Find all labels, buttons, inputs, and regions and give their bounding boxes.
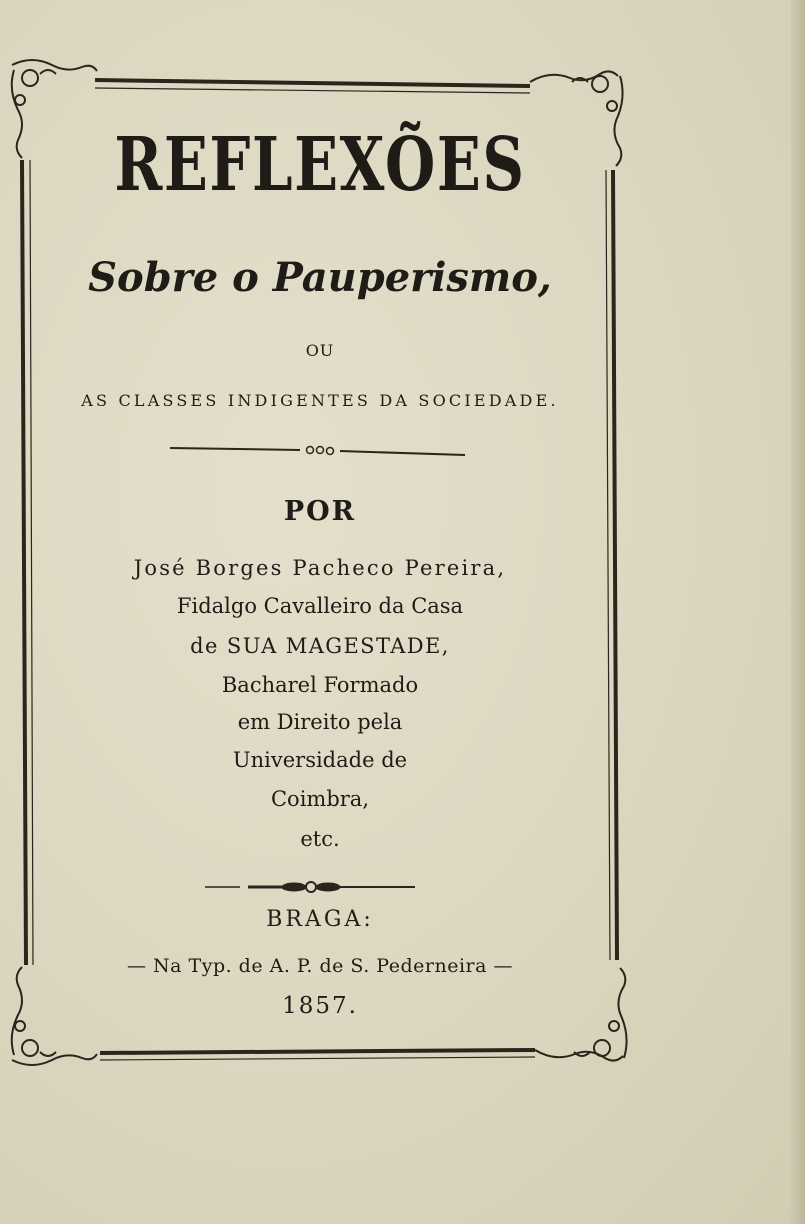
author-line: etc. <box>300 827 340 851</box>
divider-ornament-upper <box>170 447 465 456</box>
secondary-subtitle: AS CLASSES INDIGENTES DA SOCIEDADE. <box>81 391 559 410</box>
publication-year: 1857. <box>282 993 358 1019</box>
printer-line: — Na Typ. de A. P. de S. Pederneira — <box>127 955 513 977</box>
author-line: Fidalgo Cavalleiro da Casa <box>176 594 464 618</box>
author-line: José Borges Pacheco Pereira, <box>133 556 507 580</box>
publication-place: BRAGA: <box>266 907 374 932</box>
divider-ornament-lower <box>205 882 415 892</box>
author-line: Universidade de <box>232 748 408 772</box>
author-line: Coimbra, <box>270 787 370 811</box>
corner-ornament-top-right <box>530 71 623 166</box>
author-line: de SUA MAGESTADE, <box>190 634 450 658</box>
corner-ornament-top-left <box>12 60 97 158</box>
author-line: em Direito pela <box>237 710 403 734</box>
connector-ou: OU <box>305 341 335 360</box>
book-title: REFLEXÕES <box>114 122 526 208</box>
byline-label: POR <box>283 496 357 527</box>
book-subtitle: Sobre o Pauperismo, <box>88 254 552 301</box>
author-line: Bacharel Formado <box>221 673 419 697</box>
